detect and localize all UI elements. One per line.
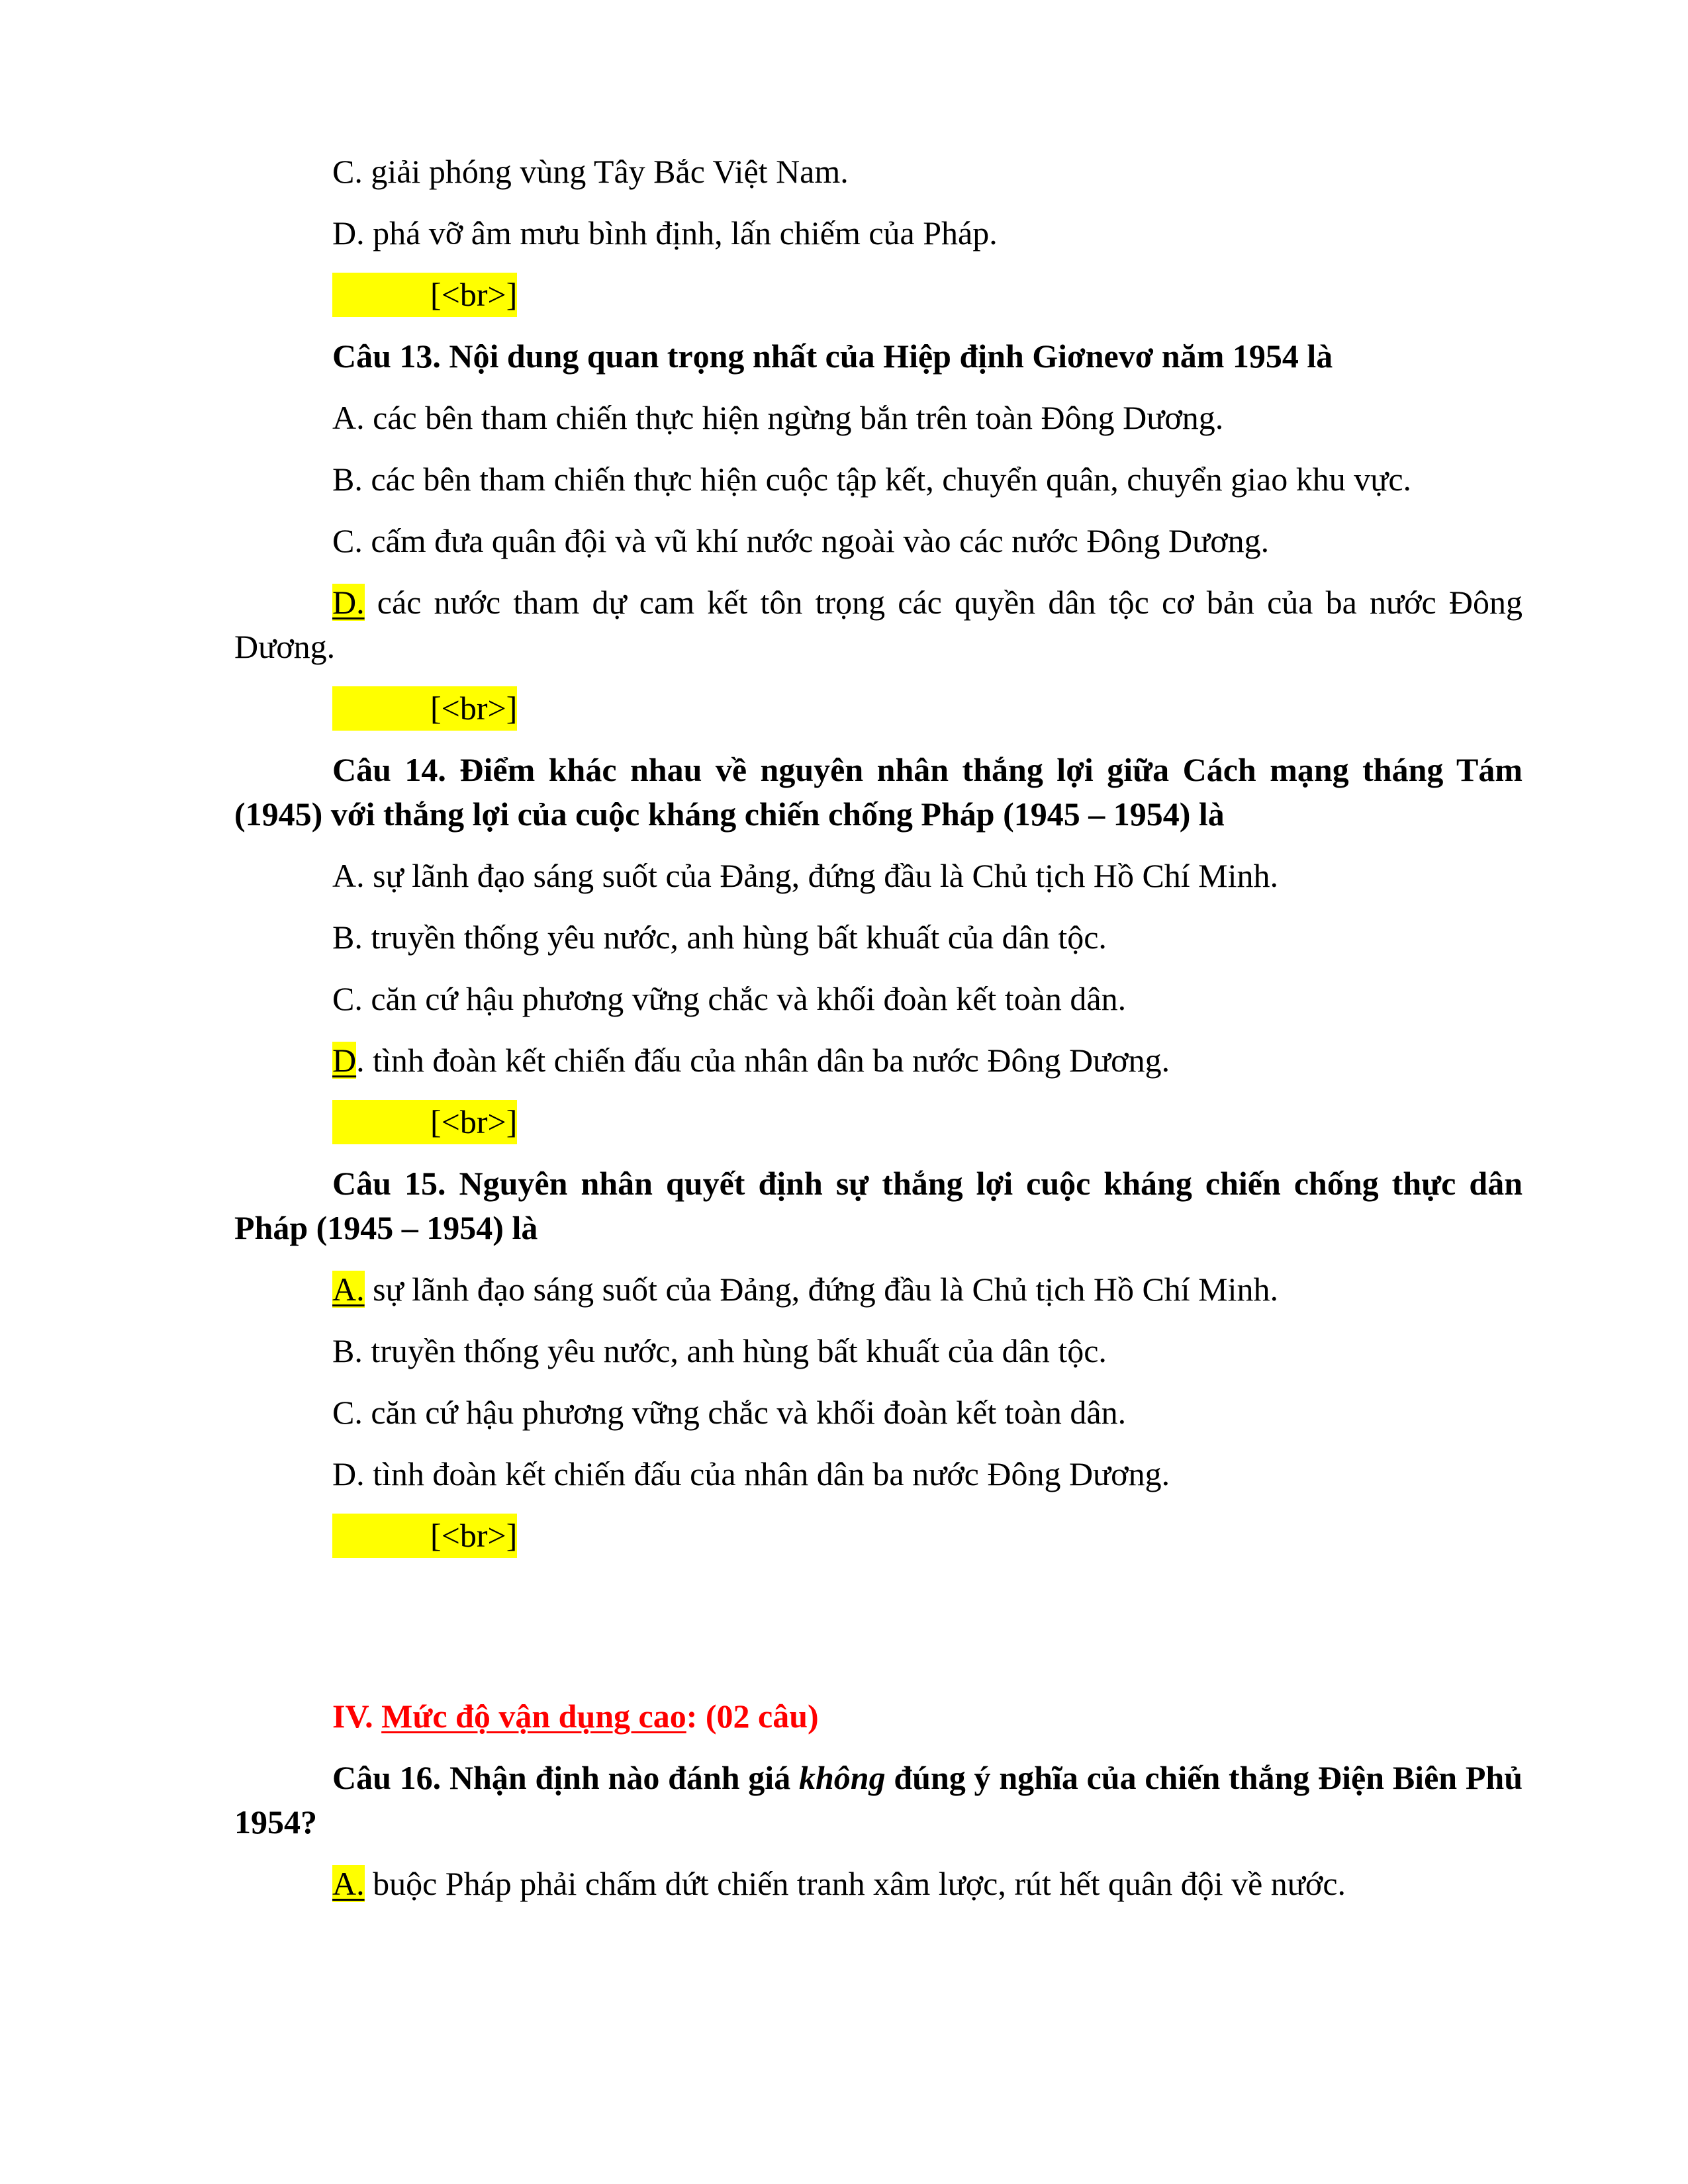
q12-option-d: D. phá vỡ âm mưu bình định, lấn chiếm của Pháp. [332, 214, 998, 251]
q16-question [234, 1756, 1523, 1844]
br-tag: [<br>] [332, 1100, 517, 1144]
separator-tag [234, 686, 1523, 731]
separator-tag [234, 1514, 1523, 1558]
q15-option-d: D. tình đoàn kết chiến đấu của nhân dân ba nước Đông Dương. [332, 1455, 1170, 1492]
br-tag: [<br>] [332, 1514, 517, 1558]
separator-tag [234, 273, 1523, 317]
q16-question-post: đúng ý nghĩa của chiến thắng Điện Biên Phủ 1954? [234, 1759, 1523, 1841]
q16-question-emphasis: không [798, 1759, 886, 1796]
q15-answer-marker: A. [332, 1271, 365, 1308]
section-heading [234, 1694, 1523, 1739]
q14-option-a: A. sự lãnh đạo sáng suốt của Đảng, đứng đầu là Chủ tịch Hồ Chí Minh. [332, 857, 1279, 894]
br-tag: [<br>] [332, 686, 517, 731]
q14-question: Câu 14. Điểm khác nhau về nguyên nhân thắng lợi giữa Cách mạng tháng Tám (1945) với thắng lợi của cuộc kháng chiến chống Pháp (1945 – 1954) là [234, 751, 1523, 833]
q12-option-c: C. giải phóng vùng Tây Bắc Việt Nam. [332, 153, 849, 190]
q15-question: Câu 15. Nguyên nhân quyết định sự thắng lợi cuộc kháng chiến chống thực dân Pháp (1945 – 1954) là [234, 1165, 1523, 1246]
q15-option-a-text: sự lãnh đạo sáng suốt của Đảng, đứng đầu là Chủ tịch Hồ Chí Minh. [364, 1271, 1279, 1308]
q13-option-b: B. các bên tham chiến thực hiện cuộc tập kết, chuyển quân, chuyển giao khu vực. [332, 461, 1412, 498]
q13-option-a: A. các bên tham chiến thực hiện ngừng bắn trên toàn Đông Dương. [332, 399, 1224, 436]
q14-option-d-text: . tình đoàn kết chiến đấu của nhân dân ba nước Đông Dương. [356, 1042, 1170, 1079]
q16-option-a [234, 1862, 1523, 1906]
q14-answer-marker: D [332, 1042, 357, 1079]
section-title: Mức độ vận dụng cao [381, 1698, 686, 1735]
q14-option-d [234, 1038, 1523, 1083]
q13-answer-marker: D. [332, 584, 365, 621]
q14-option-b: B. truyền thống yêu nước, anh hùng bất khuất của dân tộc. [332, 919, 1107, 956]
q15-option-a [234, 1267, 1523, 1312]
document-body [234, 150, 1523, 1923]
q15-option-c: C. căn cứ hậu phương vững chắc và khối đoàn kết toàn dân. [332, 1394, 1127, 1431]
section-count: (02 câu) [697, 1698, 819, 1735]
br-tag: [<br>] [332, 273, 517, 317]
q13-option-c: C. cấm đưa quân đội và vũ khí nước ngoài vào các nước Đông Dương. [332, 522, 1270, 559]
section-number: IV. [332, 1698, 382, 1735]
q16-question-pre: Câu 16. Nhận định nào đánh giá [332, 1759, 799, 1796]
q16-option-a-text: buộc Pháp phải chấm dứt chiến tranh xâm lược, rút hết quân đội về nước. [364, 1865, 1346, 1902]
section-colon: : [686, 1698, 698, 1735]
q15-option-b: B. truyền thống yêu nước, anh hùng bất khuất của dân tộc. [332, 1332, 1107, 1369]
q13-question: Câu 13. Nội dung quan trọng nhất của Hiệp định Giơnevơ năm 1954 là [332, 338, 1333, 375]
q13-option-d-text: các nước tham dự cam kết tôn trọng các quyền dân tộc cơ bản của ba nước Đông Dương. [234, 584, 1523, 665]
separator-tag [234, 1100, 1523, 1144]
q14-option-c: C. căn cứ hậu phương vững chắc và khối đoàn kết toàn dân. [332, 980, 1127, 1017]
q16-answer-marker: A. [332, 1865, 365, 1902]
vertical-spacer [234, 1575, 1523, 1694]
q13-option-d [234, 580, 1523, 669]
